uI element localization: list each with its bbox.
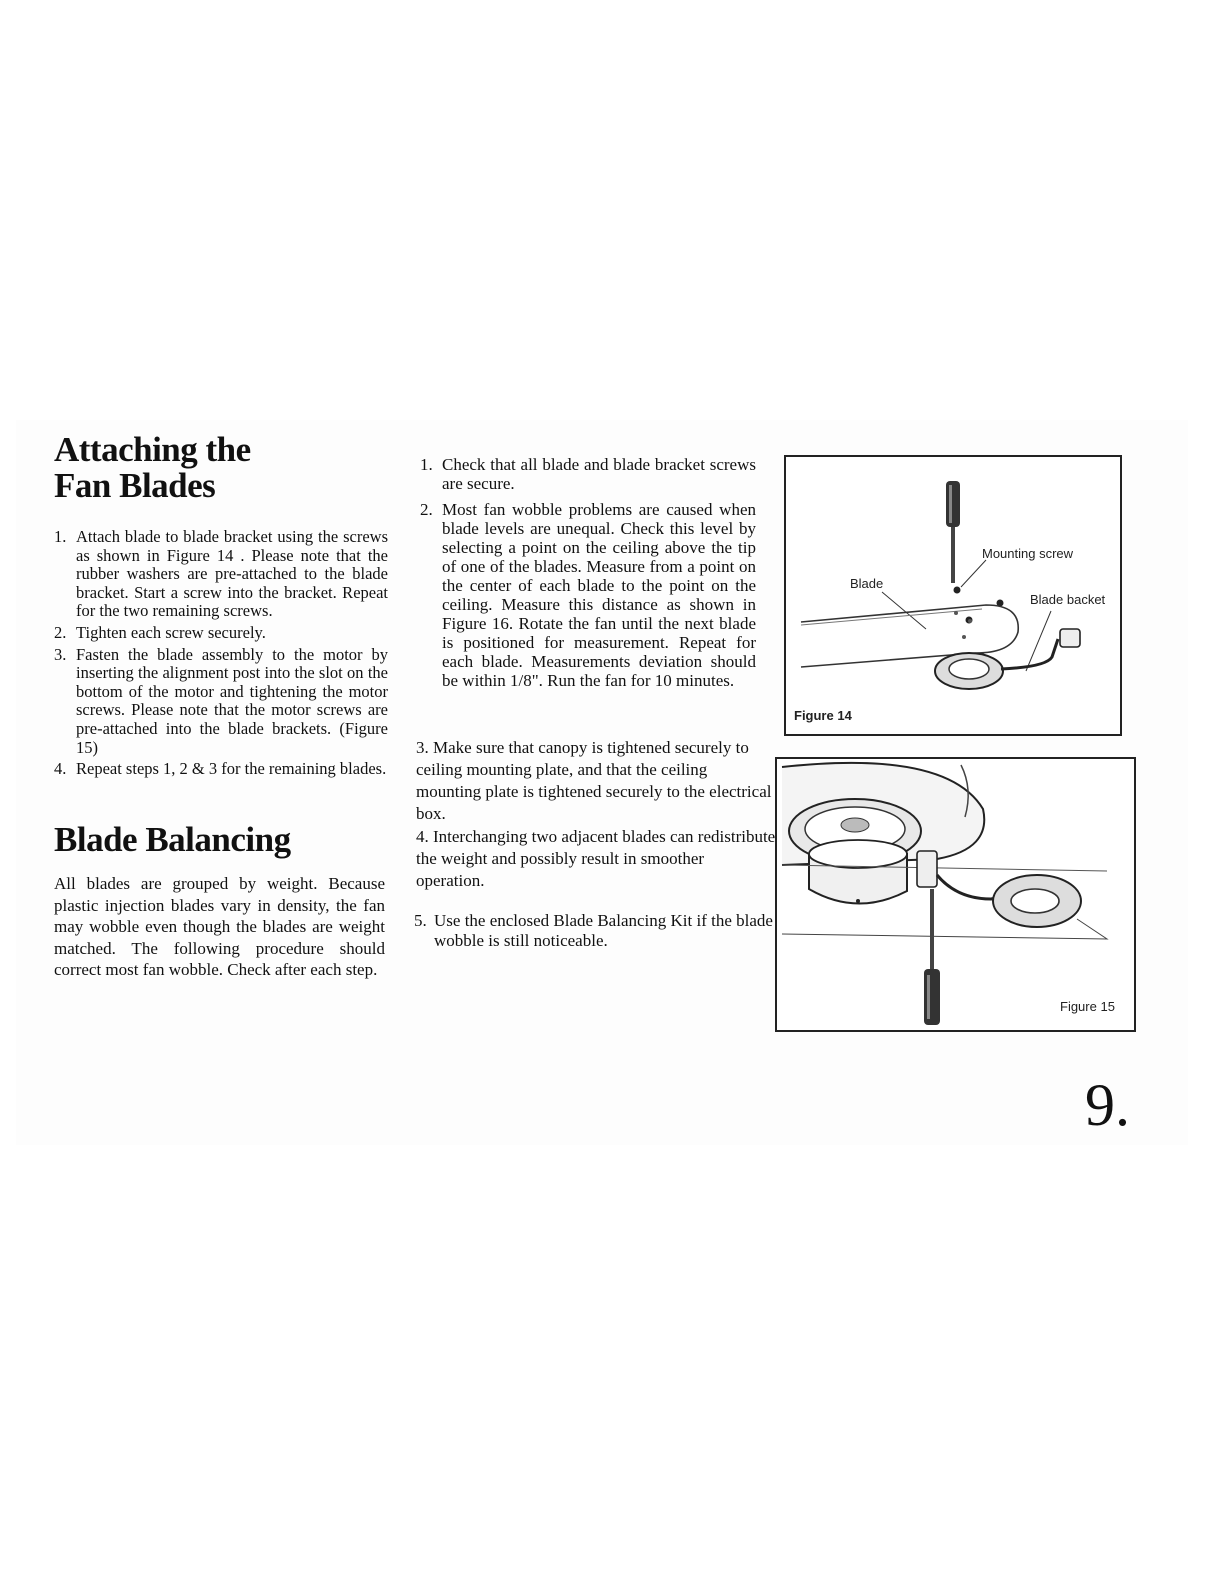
figure-15 <box>775 757 1136 1032</box>
title-line-1: Attaching the <box>54 430 251 469</box>
blade-bracket-icon <box>935 629 1080 689</box>
screwdriver-icon <box>924 889 940 1025</box>
list-item: 2. Most fan wobble problems are caused when blade levels are unequal. Check this level by selecting a point on the ceiling above the tip of one of the blades. Measure from a point on the center of each blade to the point on the ceiling. Measure this distance as shown in Figure 16. Rotate the fan until the next blade is positioned for measurement. Repeat for each blade. Measurements deviation should be within 1/8". Run the fan for 10 minutes. <box>420 500 756 690</box>
attaching-steps-list <box>54 528 388 782</box>
section-title-attaching <box>54 432 251 504</box>
balancing-steps-list <box>420 455 756 697</box>
label-blade: Blade <box>850 576 884 591</box>
page-number: 9. <box>1085 1072 1130 1138</box>
figure-15-caption: Figure 15 <box>1060 999 1115 1014</box>
section-title-balancing: Blade Balancing <box>54 820 291 859</box>
title-line-2: Fan Blades <box>54 466 216 505</box>
list-item: 1. Attach blade to blade bracket using the screws as shown in Figure 14 . Please note that the rubber washers are pre-attached to the blade bracket. Start a screw into the bracket. Repeat for the two remaining screws. <box>54 527 388 621</box>
balancing-step-3: 3. Make sure that canopy is tightened securely to ceiling mounting plate, and that the ceiling mounting plate is tightened securely to the electrical box. <box>416 738 772 823</box>
figure-14 <box>784 455 1122 736</box>
balancing-step-5: 5. Use the enclosed Blade Balancing Kit if the blade wobble is still noticeable. <box>414 911 773 950</box>
label-mounting-screw: Mounting screw <box>982 546 1074 561</box>
balancing-intro: All blades are grouped by weight. Because plastic injection blades vary in density, the fan may wobble even though the blades are weight matched. The following procedure should correct most fan wobble. Check after each step. <box>54 874 385 980</box>
figure-15-illustration <box>777 759 1134 1030</box>
screwdriver-icon <box>946 481 960 583</box>
list-item: 1. Check that all blade and blade bracket screws are secure. <box>420 455 756 493</box>
figure-14-caption: Figure 14 <box>794 708 852 723</box>
list-item: 4. Repeat steps 1, 2 & 3 for the remaining blades. <box>54 759 387 779</box>
list-item: 3. Fasten the blade assembly to the motor by inserting the alignment post into the slot on the bottom of the motor and tightening the motor screws. Please note that the motor screws are pre-attached into the blade brackets. (Figure 15) <box>54 644 388 757</box>
list-item: 2. Tighten each screw securely. <box>54 622 266 642</box>
label-blade-bracket: Blade backet <box>1030 592 1106 607</box>
balancing-step-4: 4. Interchanging two adjacent blades can redistribute the weight and possibly result in smoother operation. <box>416 827 776 890</box>
